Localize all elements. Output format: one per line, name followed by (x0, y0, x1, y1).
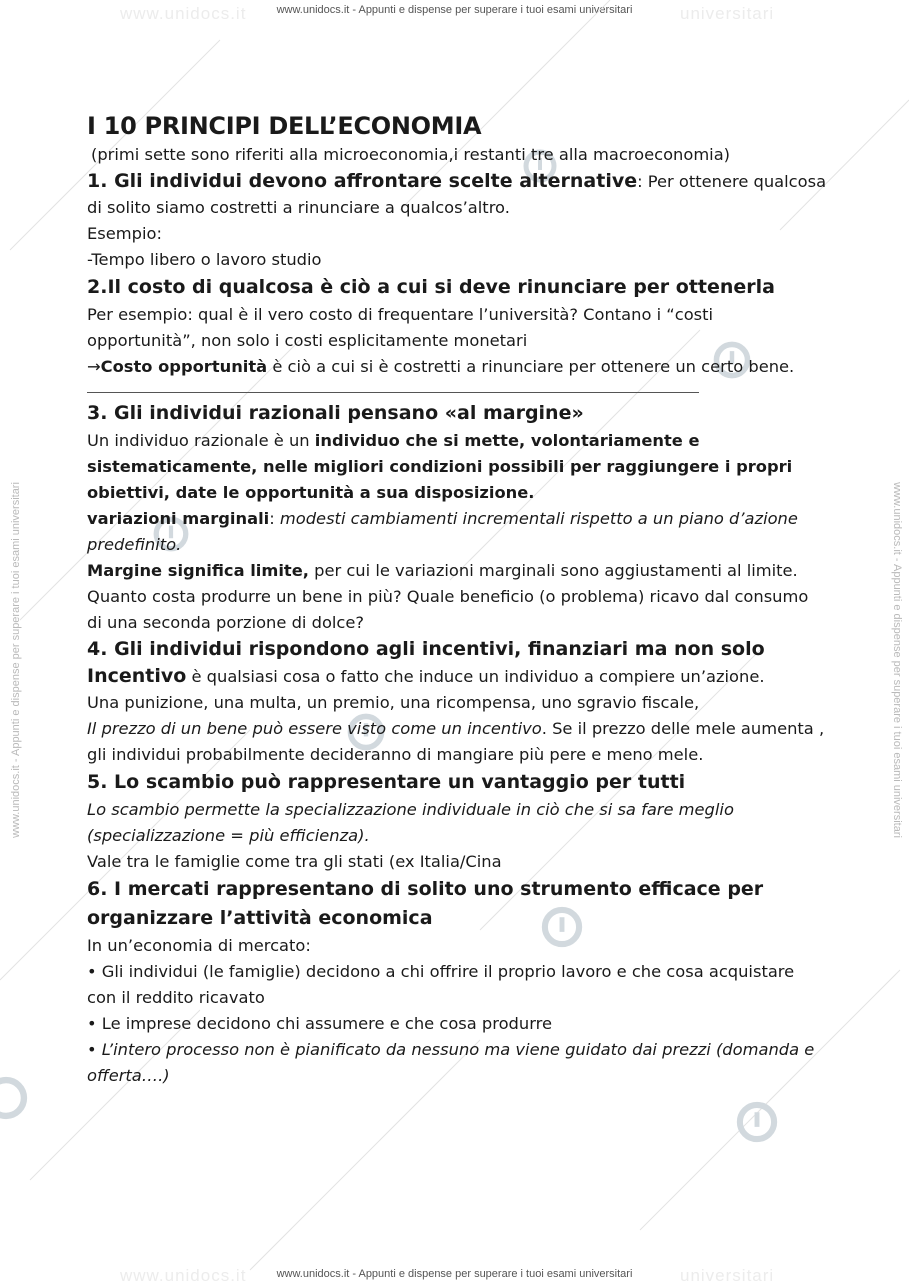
principle-2-heading: 2.Il costo di qualcosa è ciò a cui si deve rinunciare per ottenerla (87, 276, 775, 298)
principle-6-intro: In un’economia di mercato: (87, 936, 311, 955)
margin-meaning-term: Margine significa limite, (87, 561, 309, 580)
principle-4-heading: Gli individui rispondono agli incentivi, finanziari ma non solo (114, 638, 765, 660)
bullet-1: • Gli individui (le famiglie) decidono a chi offrire il proprio lavoro e che cosa acquistare con il reddito ricavato (87, 962, 795, 1007)
margin-meaning-def: per cui le variazioni marginali sono aggiustamenti al limite. Quanto costa produrre un bene in più? Quale beneficio (o problema) ricavo dal consumo di una seconda porzione di dolce? (87, 561, 809, 632)
page-title: I 10 PRINCIPI DELL’ECONOMIA (87, 112, 482, 140)
principle-2-def: è ciò a cui si è costretti a rinunciare per ottenere un certo bene. (267, 357, 795, 376)
watermark-side-left: www.unidocs.it - Appunti e dispense per superare i tuoi esami universitari (10, 482, 22, 838)
principle-3-intro: Un individuo razionale è un (87, 431, 315, 450)
principle-3-text (87, 428, 827, 506)
principle-3-heading: 3. Gli individui razionali pensano «al margine» (87, 402, 584, 424)
watermark-faint-bottom-right: universitari (680, 1266, 775, 1285)
marginal-variations (87, 506, 827, 558)
incentive-list: Una punizione, una multa, un premio, una ricompensa, uno sgravio fiscale, (87, 693, 700, 712)
margin-meaning (87, 558, 827, 636)
subtitle: (primi sette sono riferiti alla microeconomia,i restanti tre alla macroeconomia) (91, 145, 731, 164)
principle-5-heading: 5. Lo scambio può rappresentare un vantaggio per tutti (87, 771, 686, 793)
watermark-header: www.unidocs.it - Appunti e dispense per superare i tuoi esami universitari (276, 4, 633, 16)
marginal-variations-colon: : (269, 509, 280, 528)
watermark-side-right: www.unidocs.it - Appunti e dispense per superare i tuoi esami universitari (891, 482, 903, 838)
incentive-price-italic: Il prezzo di un bene può essere visto come un incentivo (87, 719, 542, 738)
principle-1 (87, 168, 827, 221)
watermark-footer: www.unidocs.it - Appunti e dispense per superare i tuoi esami universitari (276, 1268, 633, 1280)
principle-2-text: Per esempio: qual è il vero costo di frequentare l’università? Contano i “costi opportunità”, non solo i costi esplicitamente monetari (87, 305, 714, 350)
divider (87, 392, 699, 393)
principle-1-heading: Gli individui devono affrontare scelte alternative (114, 170, 638, 192)
marginal-variations-term: variazioni marginali (87, 509, 270, 528)
incentive-price-rest: . Se il prezzo delle mele aumenta , gli individui probabilmente decideranno di mangiare più pere e meno mele. (87, 719, 825, 764)
incentive-price (87, 716, 827, 768)
principle-2-definition (87, 354, 827, 380)
bullet-2: • Le imprese decidono chi assumere e che cosa produrre (87, 1014, 552, 1033)
incentive-term: Incentivo (87, 665, 187, 687)
principle-5-italic: Lo scambio permette la specializzazione individuale in ciò che si sa fare meglio (specializzazione = più efficienza). (87, 800, 734, 845)
watermark-logo-icon (0, 1075, 30, 1121)
bullet-3: • L’intero processo non è pianificato da nessuno ma viene guidato dai prezzi (domanda e offerta….) (87, 1040, 815, 1085)
incentive-definition (87, 663, 827, 690)
arrow-glyph: → (87, 357, 101, 376)
example-text: -Tempo libero o lavoro studio (87, 250, 322, 269)
principle-1-colon: : (637, 172, 648, 191)
watermark-faint-bottom-left: www.unidocs.it (120, 1266, 247, 1285)
watermark-faint-top-right: universitari (680, 4, 775, 23)
principle-2-term: Costo opportunità (100, 357, 268, 376)
principle-4-number: 4. (87, 638, 115, 660)
watermark-logo-icon (735, 1100, 779, 1144)
example-label: Esempio: (87, 224, 162, 243)
incentive-def: è qualsiasi cosa o fatto che induce un individuo a compiere un’azione. (186, 667, 765, 686)
principle-1-text: Per ottenere qualcosa di solito siamo costretti a rinunciare a qualcos’altro. (87, 172, 827, 217)
principle-3-bold: individuo che si mette, volontariamente e sistematicamente, nelle migliori condizioni possibili per raggiungere i propri obiettivi, date le opportunità a sua disposizione. (87, 431, 793, 502)
principle-5-text: Vale tra le famiglie come tra gli stati (ex Italia/Cina (87, 852, 502, 871)
document-body (87, 112, 827, 1089)
marginal-variations-def: modesti cambiamenti incrementali rispetto a un piano d’azione predefinito. (87, 509, 798, 554)
principle-4-heading-line (87, 636, 827, 663)
principle-1-number: 1. (87, 170, 115, 192)
principle-6-heading: 6. I mercati rappresentano di solito uno strumento efficace per organizzare l’attività economica (87, 878, 764, 929)
watermark-faint-top-left: www.unidocs.it (120, 4, 247, 23)
